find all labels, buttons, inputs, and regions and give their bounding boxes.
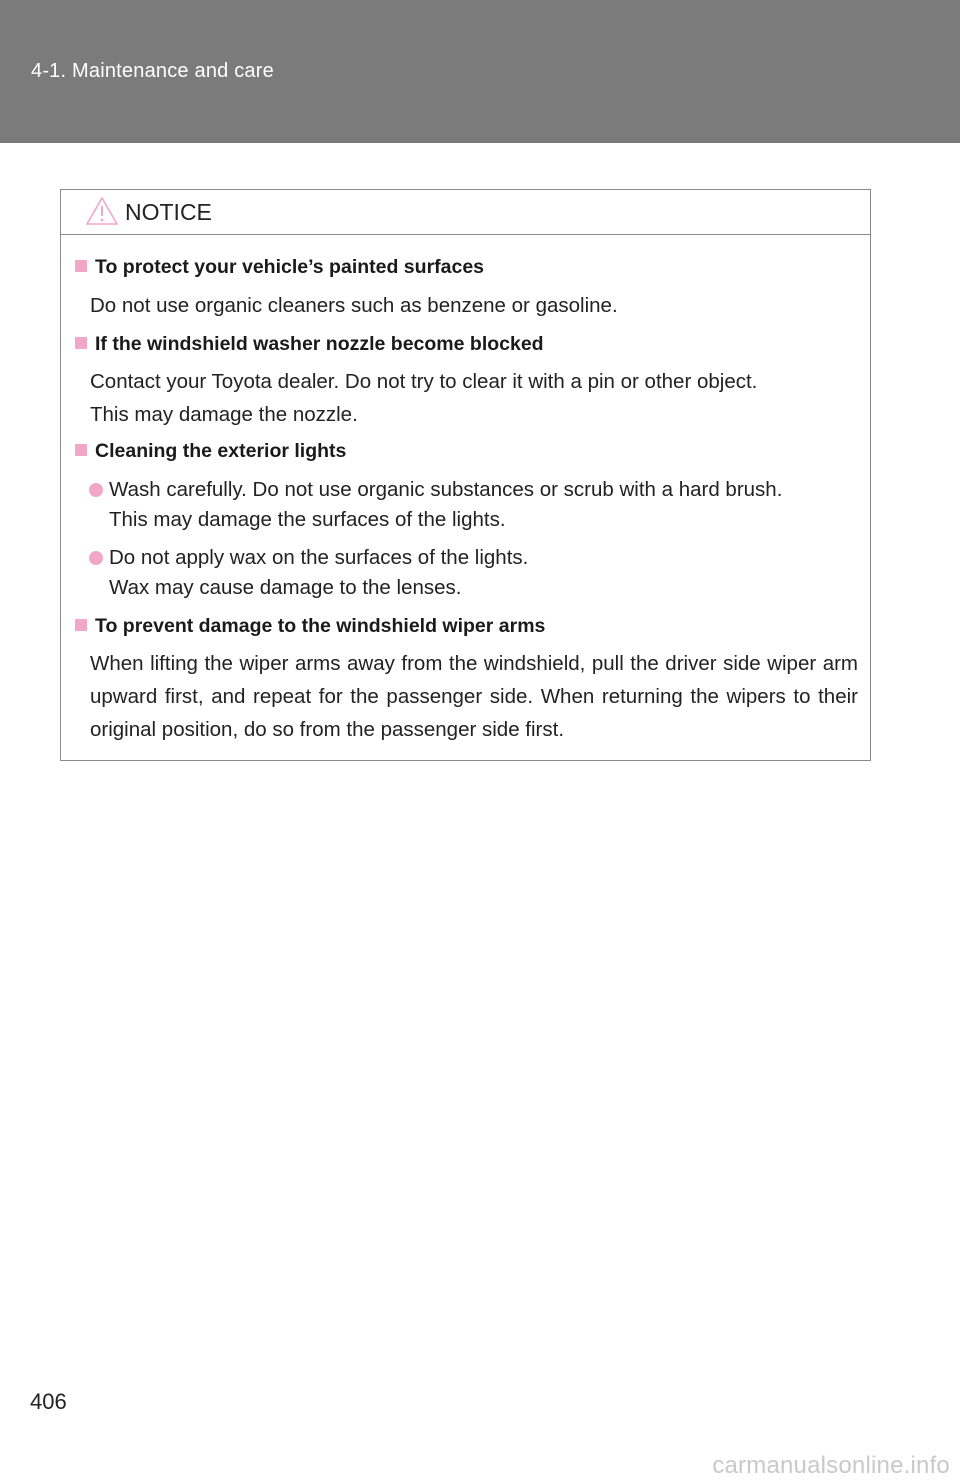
notice-title: NOTICE [125,199,212,225]
square-bullet-icon [75,619,87,631]
page-header [0,0,960,143]
page-number: 406 [30,1389,67,1414]
notice-box [60,189,871,761]
list-item: Wash carefully. Do not use organic substances or scrub with a hard brush. This may damage the surfaces of the lights. [89,475,858,535]
section-text: When lifting the wiper arms away from the windshield, pull the driver side wiper arm upward first, and repeat for the passenger side. When returning the wipers to their original position, do so from the passenger side first. [90,652,858,741]
section-text: Do not use organic cleaners such as benzene or gasoline. [90,294,618,317]
section-text: Contact your Toyota dealer. Do not try to clear it with a pin or other object. This may damage the nozzle. [90,370,758,426]
circle-bullet-icon [89,483,103,497]
section-heading: To prevent damage to the windshield wiper arms [75,615,858,638]
section-title: 4-1. Maintenance and care [31,60,274,82]
section-heading: Cleaning the exterior lights [75,440,858,463]
circle-bullet-icon [89,551,103,565]
notice-header [61,190,870,235]
square-bullet-icon [75,337,87,349]
watermark: carmanualsonline.info [712,1452,950,1479]
section-heading: If the windshield washer nozzle become blocked [75,333,858,356]
list-item: Do not apply wax on the surfaces of the lights. Wax may cause damage to the lenses. [89,543,858,603]
square-bullet-icon [75,444,87,456]
square-bullet-icon [75,260,87,272]
section-heading: To protect your vehicle’s painted surfaces [75,256,858,279]
warning-triangle-icon [85,196,119,226]
